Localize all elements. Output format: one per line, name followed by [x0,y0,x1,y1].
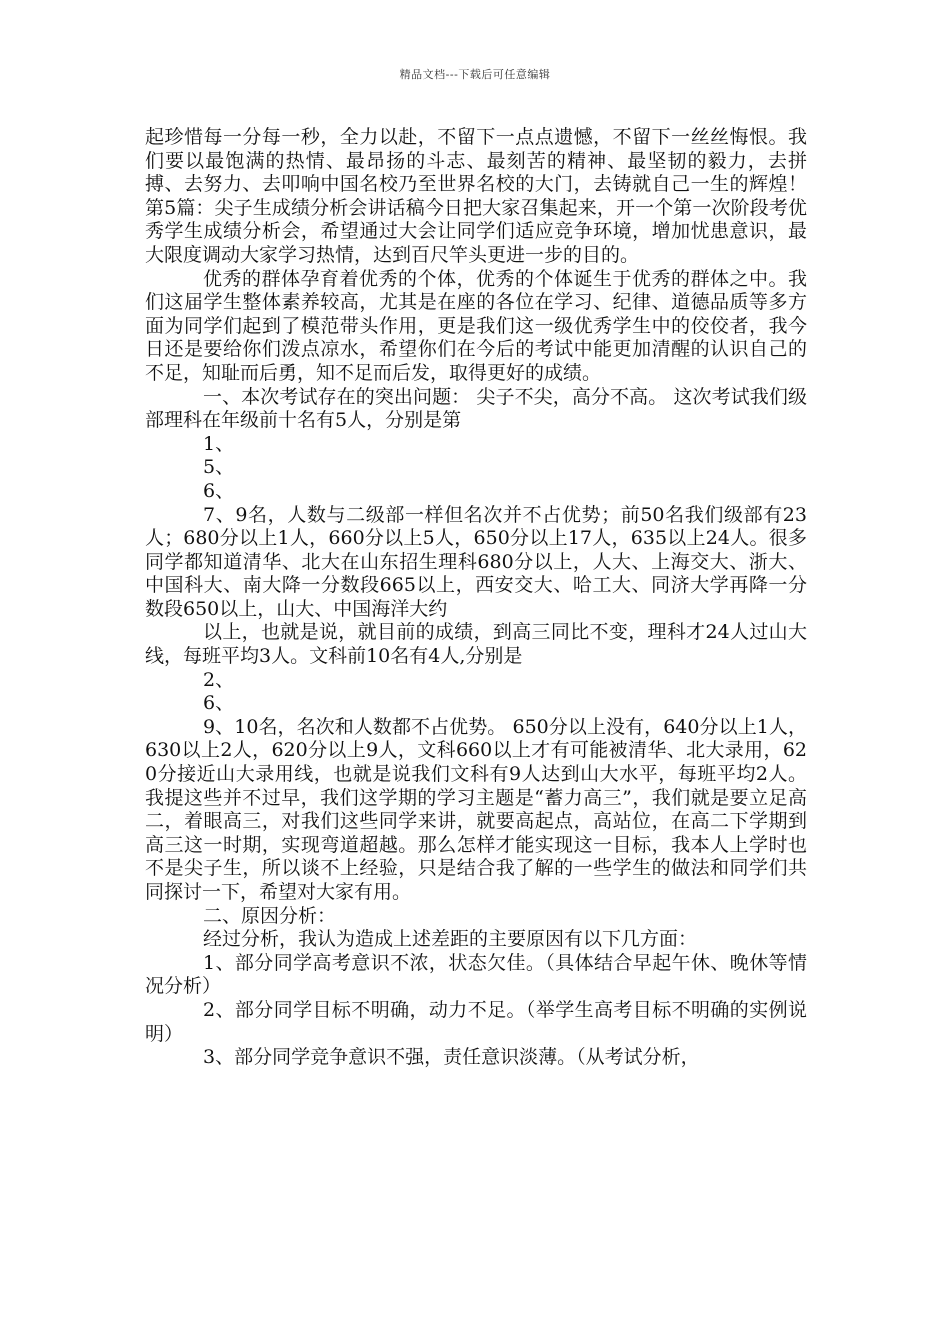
paragraph-10: 3、部分同学竞争意识不强，责任意识淡薄。（从考试分析， [203,1046,700,1069]
list-item: 1、 [203,432,235,455]
paragraph-1: 起珍惜每一分每一秒，全力以赴，不留下一点点遗憾，不留下一丝丝悔恨。我们要以最饱满的热情、最昂扬的斗志、最刻苦的精神、最坚韧的毅力，去拼搏、去努力、去叩响中国名校乃至世界名校的大门，去铸就自己一生的辉煌！第5篇：尖子生成绩分析会讲话稿今日把大家召集起来，开一个第一次阶段考优秀学生成绩分析会，希望通过大会让同学们适应竞争环境，增加忧患意识，最大限度调动大家学习热情，达到百尺竿头更进一步的目的。 [145,126,807,266]
paragraph-8: 1、部分同学高考意识不浓，状态欠佳。（具体结合早起午休、晚休等情况分析） [145,951,807,998]
paragraph-3: 一、本次考试存在的突出问题： 尖子不尖，高分不高。 这次考试我们级部理科在年级前十名有5人，分别是第 [145,385,807,432]
paragraph-4: 7、9名，人数与二级部一样但名次并不占优势；前50名我们级部有23人；680分以上1人，660分以上5人，650分以上17人，635以上24人。很多同学都知道清华、北大在山东招生理科680分以上，人大、上海交大、浙大、中国科大、南大降一分数段665以上，西安交大、哈工大、同济大学再降一分数段650以上，山大、中国海洋大约 [145,503,807,620]
document-body [145,126,807,1070]
paragraph-7: 经过分析，我认为造成上述差距的主要原因有以下几方面： [203,928,698,951]
section-heading: 二、原因分析： [203,904,337,927]
paragraph-5: 以上，也就是说，就目前的成绩，到高三同比不变，理科才24人过山大线，每班平均3人。文科前10名有4人,分别是 [145,621,807,668]
list-item: 5、 [203,456,235,479]
list-item: 6、 [203,479,235,502]
page-header: 精品文档---下载后可任意编辑 [399,68,551,81]
list-item: 2、 [203,668,235,691]
paragraph-6: 9、10名，名次和人数都不占优势。 650分以上没有，640分以上1人，630以上2人，620分以上9人，文科660以上才有可能被清华、北大录用，620分接近山大录用线，也就是说我们文科有9人达到山大水平，每班平均2人。我提这些并不过早，我们这学期的学习主题是“蓄力高三”，我们就是要立足高二，着眼高三，对我们这些同学来讲，就要高起点，高站位，在高二下学期到高三这一时期，实现弯道超越。那么怎样才能实现这一目标，我本人上学时也不是尖子生，所以谈不上经验，只是结合我了解的一些学生的做法和同学们共同探讨一下，希望对大家有用。 [145,715,807,903]
list-item: 6、 [203,692,235,715]
paragraph-9: 2、部分同学目标不明确，动力不足。（举学生高考目标不明确的实例说明） [145,998,807,1045]
paragraph-2: 优秀的群体孕育着优秀的个体，优秀的个体诞生于优秀的群体之中。我们这届学生整体素养较高，尤其是在座的各位在学习、纪律、道德品质等多方面为同学们起到了模范带头作用，更是我们这一级优秀学生中的佼佼者，我今日还是要给你们泼点凉水，希望你们在今后的考试中能更加清醒的认识自己的不足，知耻而后勇，知不足而后发，取得更好的成绩。 [145,267,807,384]
